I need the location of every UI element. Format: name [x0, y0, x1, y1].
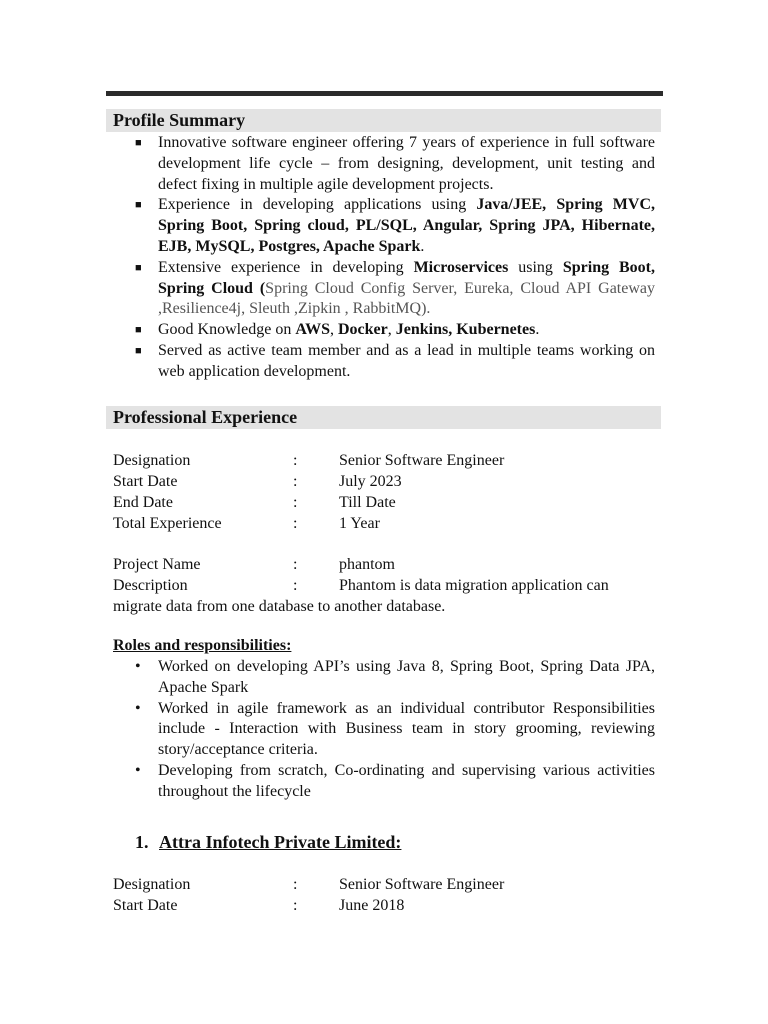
detail-value: Phantom is data migration application can	[339, 577, 609, 594]
detail-separator: :	[293, 897, 298, 914]
detail-value: June 2018	[339, 897, 405, 914]
summary-text: ,	[387, 321, 396, 339]
roles-list	[131, 657, 655, 803]
summary-text: Microservices	[413, 258, 509, 276]
summary-text: Experience in developing applications using	[158, 196, 477, 214]
roles-heading: Roles and responsibilities:	[113, 637, 292, 654]
description-continued: migrate data from one database to another database.	[113, 598, 446, 615]
detail-value: Senior Software Engineer	[339, 876, 505, 893]
summary-item	[131, 320, 655, 341]
detail-value: July 2023	[339, 473, 402, 490]
company-number: 1.	[135, 832, 149, 852]
summary-text: Innovative software engineer offering 7 years of experience in full software development life cycle – from designing, development, unit testing and defect fixing in multiple agile development projects.	[158, 134, 655, 193]
professional-experience-heading: Professional Experience	[106, 406, 661, 429]
detail-row	[113, 450, 673, 471]
summary-text: Docker	[338, 321, 388, 339]
detail-label: Start Date	[113, 473, 178, 490]
detail-label: Designation	[113, 452, 191, 469]
company-name: Attra Infotech Private Limited:	[159, 832, 402, 852]
square-bullet-icon: ■	[135, 199, 142, 212]
detail-separator: :	[293, 876, 298, 893]
square-bullet-icon: ■	[135, 344, 142, 357]
detail-separator: :	[293, 556, 298, 573]
summary-text: .	[420, 237, 425, 255]
top-divider	[106, 91, 663, 96]
profile-summary-heading: Profile Summary	[106, 109, 661, 132]
summary-text: ,	[330, 321, 338, 339]
detail-separator: :	[293, 473, 298, 490]
detail-value: Senior Software Engineer	[339, 452, 505, 469]
summary-text: Java/JEE, Spring MVC, Spring Boot, Spring cloud, PL/SQL, Angular, Spring JPA, Hibernate, EJB, MySQL, Postgres, Apache Spark	[158, 196, 655, 255]
detail-value: Till Date	[339, 494, 396, 511]
summary-item	[131, 341, 655, 383]
detail-separator: :	[293, 452, 298, 469]
summary-text: Jenkins, Kubernetes	[395, 321, 536, 339]
detail-label: Designation	[113, 876, 191, 893]
summary-text: Good Knowledge on	[158, 321, 296, 339]
round-bullet-icon: •	[135, 658, 141, 675]
detail-value: phantom	[339, 556, 395, 573]
detail-label: Description	[113, 577, 188, 594]
detail-label: End Date	[113, 494, 173, 511]
detail-row	[113, 492, 673, 513]
role-item	[131, 761, 655, 803]
detail-row	[113, 895, 673, 916]
square-bullet-icon: ■	[135, 137, 142, 149]
summary-text: Spring Cloud Config Server, Eureka, Cloud API Gateway ,Resilience4j, Sleuth ,Zipkin , RabbitMQ).	[158, 279, 655, 318]
detail-row	[113, 554, 673, 575]
detail-separator: :	[293, 515, 298, 532]
square-bullet-icon: ■	[135, 324, 142, 337]
square-bullet-icon: ■	[135, 261, 142, 274]
experience-details	[113, 450, 673, 534]
summary-item	[131, 258, 655, 320]
summary-text: Spring Boot, Spring Cloud (	[158, 258, 655, 297]
summary-text: Extensive experience in developing	[158, 258, 414, 276]
summary-text: .	[535, 321, 540, 339]
company-details	[113, 874, 673, 916]
detail-label: Start Date	[113, 897, 178, 914]
detail-value: 1 Year	[339, 515, 380, 532]
round-bullet-icon: •	[135, 761, 141, 779]
detail-row	[113, 513, 673, 534]
detail-label: Project Name	[113, 556, 201, 573]
round-bullet-icon: •	[135, 699, 141, 717]
detail-label: Total Experience	[113, 515, 222, 532]
detail-row	[113, 471, 673, 492]
detail-separator: :	[293, 494, 298, 511]
detail-row	[113, 575, 673, 596]
summary-item	[131, 133, 655, 195]
project-details	[113, 554, 673, 596]
summary-text: using	[508, 258, 563, 276]
detail-row	[113, 874, 673, 895]
summary-text: AWS	[295, 321, 330, 339]
summary-text: Served as active team member and as a lead in multiple teams working on web application development.	[158, 341, 655, 380]
role-text: Developing from scratch, Co-ordinating and supervising various activities throughout the lifecycle	[158, 761, 655, 800]
profile-summary-list	[131, 133, 655, 383]
role-text: Worked on developing API’s using Java 8, Spring Boot, Spring Data JPA, Apache Spark	[158, 658, 655, 696]
role-item	[131, 699, 655, 761]
role-item	[131, 657, 655, 699]
company-heading	[135, 830, 401, 854]
role-text: Worked in agile framework as an individual contributor Responsibilities include - Interaction with Business team in story grooming, reviewing story/acceptance criteria.	[158, 699, 655, 759]
detail-separator: :	[293, 577, 298, 594]
summary-item	[131, 195, 655, 257]
